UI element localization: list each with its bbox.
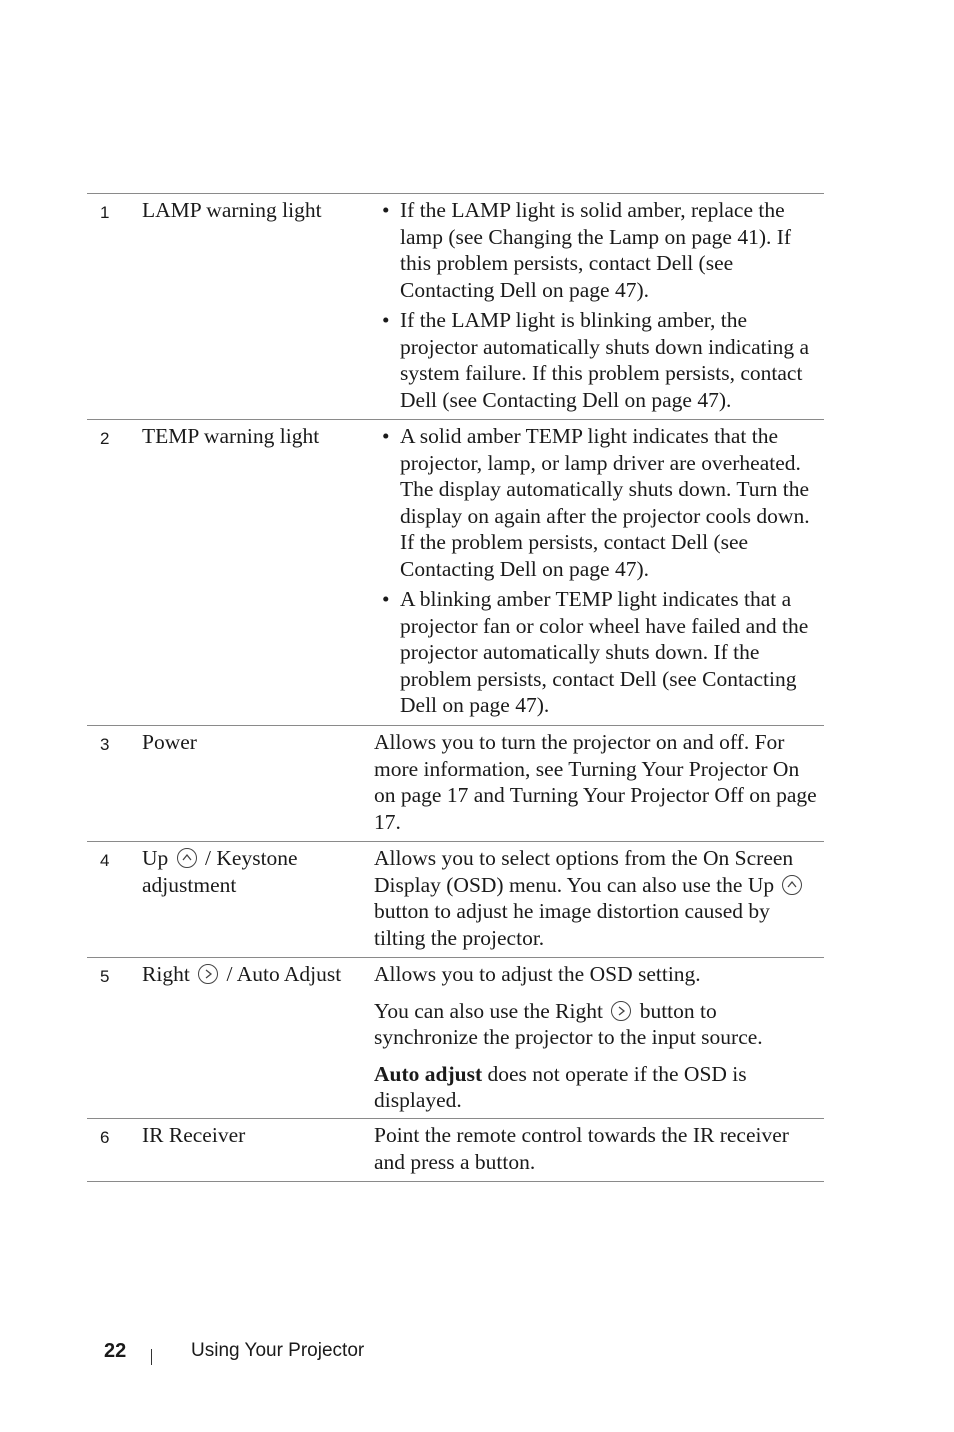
- page-number: 22: [104, 1340, 127, 1362]
- description-paragraph: You can also use the Right button to synchronize the projector to the input source.: [374, 998, 763, 1049]
- row-label: LAMP warning light: [142, 198, 322, 222]
- footer-divider: [151, 1349, 152, 1365]
- table-row: [87, 842, 824, 958]
- table-row: [87, 726, 824, 842]
- row-label: IR Receiver: [142, 1123, 246, 1147]
- row-number: 6: [100, 1128, 110, 1147]
- row-label: Right / Auto Adjust: [142, 962, 342, 986]
- row-description: Point the remote control towards the IR receiver and press a button.: [374, 1123, 789, 1174]
- row-description: Allows you to select options from the On Screen Display (OSD) menu. You can also use the Up button to adjust he image distortion caused by tilting the projector.: [374, 845, 822, 951]
- row-number: 5: [100, 967, 110, 986]
- table-row: [87, 1119, 824, 1182]
- description-paragraph: Auto adjust does not operate if the OSD is displayed.: [374, 1061, 747, 1112]
- bullet-list: [374, 197, 822, 413]
- buttons-description-table: [87, 193, 824, 1182]
- row-description: [374, 423, 822, 723]
- table-row: [87, 420, 824, 726]
- up-arrow-button-icon: [177, 848, 197, 868]
- row-number: 3: [100, 735, 110, 754]
- row-number: 1: [100, 203, 110, 222]
- bullet-item: • If the LAMP light is blinking amber, the projector automatically shuts down indicating a system failure. If this problem persists, contact Dell (see Contacting Dell on page 47).: [382, 308, 809, 412]
- up-arrow-button-icon: [782, 875, 802, 895]
- row-label: TEMP warning light: [142, 424, 320, 448]
- row-description: [374, 961, 822, 1114]
- bullet-item: • A blinking amber TEMP light indicates that a projector fan or color wheel have failed and the projector automatically shuts down. If the problem persists, contact Dell (see Contacting Dell on page 47).: [382, 587, 809, 717]
- row-label: Up / Keystone adjustment: [142, 846, 298, 897]
- chapter-title: Using Your Projector: [191, 1340, 365, 1361]
- right-arrow-button-icon: [611, 1001, 631, 1021]
- row-description: Allows you to turn the projector on and off. For more information, see Turning Your Projector On on page 17 and Turning Your Projector Off on page 17.: [374, 730, 817, 834]
- row-number: 2: [100, 429, 110, 448]
- bullet-item: • A solid amber TEMP light indicates that the projector, lamp, or lamp driver are overheated. The display automatically shuts down. Turn the display on again after the projector cools down. If the problem persists, contact Dell (see Contacting Dell on page 47).: [382, 424, 810, 581]
- auto-adjust-term: Auto adjust: [374, 1061, 483, 1086]
- row-number: 4: [100, 851, 110, 870]
- description-paragraph: Allows you to adjust the OSD setting.: [374, 962, 701, 986]
- right-arrow-button-icon: [198, 964, 218, 984]
- table-row: [87, 958, 824, 1119]
- table-row: [87, 194, 824, 420]
- row-description: [374, 197, 822, 417]
- bullet-item: • If the LAMP light is solid amber, replace the lamp (see Changing the Lamp on page 41). If this problem persists, contact Dell (see Contacting Dell on page 47).: [382, 198, 792, 302]
- bullet-list: [374, 423, 822, 719]
- row-label: Power: [142, 730, 197, 754]
